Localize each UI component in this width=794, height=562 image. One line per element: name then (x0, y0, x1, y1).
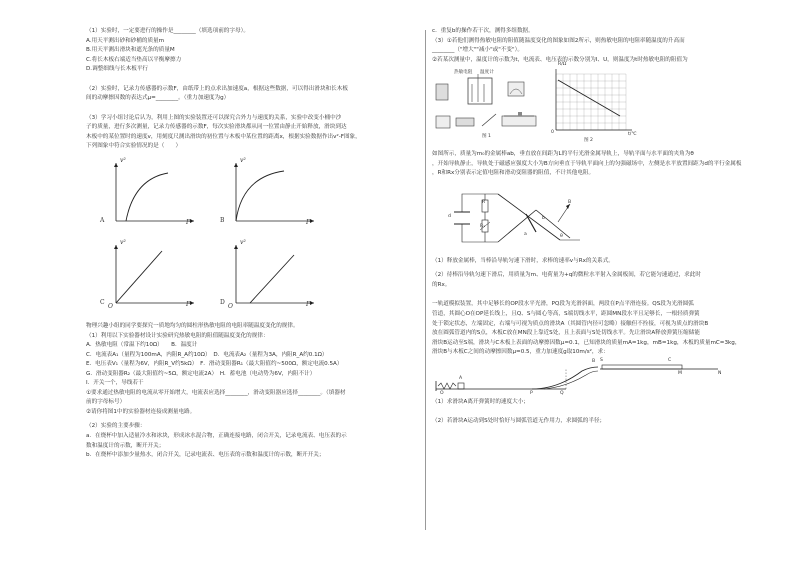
label-r: R (482, 199, 486, 205)
graph-d (220, 239, 316, 311)
figure-2 (548, 62, 638, 146)
graph-d-xlabel: F (306, 301, 311, 309)
track-label-c: C (668, 357, 672, 363)
p3-q2b: 的Rx。 (432, 281, 451, 288)
q3a: （3）①若他们测得热敏电阻的阻值随温度变化的图象如图2所示，则热敏电阻的电阻率随温度的升高而 (432, 37, 685, 44)
track-diagram (432, 359, 752, 399)
graph-a-label: A (100, 217, 105, 225)
graph-d-ylabel: v² (240, 239, 246, 247)
part2-item-e: E．电压表V₁（量程为6V，内阻R_V约5kΩ） F．滑动变阻器R₁（最大阻值约~500Ω，额定电流0.5A） (86, 361, 343, 368)
figures-row (432, 62, 752, 146)
q1-stem: （1）实验时，一定要进行的操作是________（填选项前的字母）。 (86, 28, 249, 34)
q1-option-d: D.调整细线与长木板平行 (86, 66, 149, 73)
part2-sub2: ②请你将图1中的实验器材连接成测量电路。 (86, 408, 196, 415)
label-B: B (568, 199, 572, 205)
right-column (432, 28, 752, 428)
part2-intro: 物理兴趣小组的同学要探究一质地均匀的圆柱形热敏电阻的电阻率随温度变化的规律。 (86, 323, 299, 330)
q3-line1: （3）学习小组讨论后认为，利用上图的实验装置还可以探究合外力与速度的关系，实验中改变小桶中沙 (86, 114, 342, 121)
label-b: b (542, 215, 545, 221)
track-label-o: O (440, 390, 444, 396)
fig2-caption: 图 2 (584, 138, 593, 144)
p3-line1: 如图所示，质量为m₀的金属棒ab，垂直放在间距为L的平行光滑金属导轨上，导轨平面与水平面的夹角为θ (432, 151, 694, 158)
fig1-label-thermometer: 温度计 (480, 70, 494, 76)
p4-line3: 处于锁定状态，左端固定，右端与可视为质点的滑块A（其圆管内径可忽略）接触但不拴接，可视为质点的滑块B (432, 320, 709, 327)
q3b: ②若某次测量中，温度计的示数为t，电流表、电压表的示数分别为I、U，则温度为t时热敏电阻的阻值为 (432, 56, 688, 63)
fig2-origin: 0 (551, 130, 554, 136)
graph-a (100, 157, 196, 227)
q2-line1: （2）实验时，记录力传感器的示数F，由纸带上的点求出加速度a，根据这些数据，可以得出滑块和长木板 (86, 85, 348, 92)
p4-q2: （2）若滑块A运动到S处时恰好与圆弧管道无作用力，求圆弧的半径； (432, 418, 606, 425)
p4-line6: 滑块B与木板C之间的动摩擦因数μ=0.5，重力加速度g取10m/s²，求： (432, 349, 609, 356)
fig2-ylabel: R/Ω (558, 62, 567, 68)
track-label-a: A (459, 375, 463, 381)
graph-c (100, 239, 196, 311)
p4-line5: 滑块B运动至S端，滑块与C木板上表面的动摩擦因数μ=0.1，已知滑块的质量mA=1kg，mB=1kg，木板的质量mC=3kg， (432, 339, 741, 346)
part2-item-i: I．开关一个，导线若干 (86, 380, 144, 387)
graph-a-xlabel: F (186, 219, 191, 227)
track-label-p: P (530, 390, 533, 396)
part2-step-a2: 数和温度计的示数，断开开关； (86, 442, 165, 449)
track-label-b: B (592, 358, 596, 364)
graph-d-origin: O (228, 303, 233, 311)
figure-1 (432, 70, 542, 142)
track-label-q: Q (560, 390, 564, 396)
v2-f-graph-options (86, 153, 406, 323)
graph-b-xlabel: F (306, 219, 311, 227)
q3-line2: 子的质量，进行多次测量，记录力传感器的示数F，每次实验滑块都从同一位置由静止开始释放，滑块到达 (86, 124, 347, 131)
graph-b-label: B (220, 217, 225, 225)
part2-sub1b: 前的字母标号） (86, 399, 126, 406)
part2-q1: （1）利用以下实验器材设计实验研究热敏电阻的阻值随温度变化的规律： (86, 332, 269, 339)
graph-a-ylabel: v² (120, 157, 126, 165)
label-theta: θ (560, 233, 563, 239)
part2-item-g: G．滑动变阻器R₂（最大阻值约~5Ω，额定电流2A） H．蓄电池（电动势为6V，内阻不计） (86, 370, 316, 377)
q2-line2: 间的动摩擦因数的表达式μ=________。（重力加速度为g） (86, 95, 230, 102)
p3-line3: ，R和Rx分别表示定值电阻和滑动变阻器的阻值，不计其他电阻。 (432, 170, 595, 177)
part2-step-b: b．在烧杯中添加少量热水，闭合开关，记录电流表、电压表的示数和温度计的示数，断开开关； (86, 452, 325, 459)
q1-option-a: A.用天平测出砂和砂桶的质量m (86, 37, 165, 44)
part2-item-a: A．热敏电阻（常温下约10Ω） B．温度计 (86, 342, 198, 349)
q3a2: ________（"增大""减小"或"不变"）。 (432, 47, 523, 54)
label-a: a (524, 231, 527, 237)
fig1-label-thermistor: 热敏电阻 (454, 70, 473, 76)
graph-b-ylabel: v² (240, 157, 246, 165)
graph-c-xlabel: F (186, 301, 191, 309)
track-label-m: M (678, 370, 682, 376)
q1-option-c: C.将长木板右端适当垫高以平衡摩擦力 (86, 56, 182, 63)
track-label-n: N (718, 370, 722, 376)
p3-q1: （1）释放金属棒，当棒沿导轨匀速下滑时，求棒的速率v与Rx的关系式。 (432, 257, 614, 264)
graph-d-label: D (220, 299, 225, 307)
q3-line4: 下列图象中符合实验情况的是（ ） (86, 143, 182, 150)
graph-c-origin: O (108, 303, 113, 311)
graph-b (220, 157, 316, 227)
p3-line2: ，开始导轨静止，导轨处于磁感应强度大小为B方向垂直于导轨平面向上的匀强磁场中，左侧是水平放置间距为d的平行金属板 (432, 160, 742, 167)
graph-c-ylabel: v² (120, 239, 126, 247)
track-label-s: S (600, 357, 603, 363)
rail-circuit-diagram (432, 180, 752, 258)
p4-q1: （1）求滑块A离开弹簧时的速度大小； (432, 398, 529, 405)
fig1-caption: 图 1 (482, 134, 491, 140)
q1-option-b: B.用天平测出滑块和遮光条的质量M (86, 47, 175, 54)
q3-line3: 木板中的某位置时的速度v，用刻度尺测出滑块的初位置与木板中某位置的距离x，根据实验数据作出v²-F图象， (86, 133, 361, 140)
step-c: c．重复b的操作若干次，测得多组数据。 (432, 28, 534, 34)
p4-line2: 管道，其圆心O在OP延长线上，且Q、S与圆心等高，S端切线水平，距圆MN段水平且足够长，一根轻质弹簧 (432, 311, 700, 318)
graph-c-label: C (100, 299, 105, 307)
p4-line1: 一轨道模拟装置，其中足够长的OP段水平光滑，PQ段为光滑斜面，两段在P点平滑连接。QS段为光滑圆弧 (432, 301, 694, 308)
left-column (86, 28, 406, 462)
p3-q2: （2）待棒沿导轨匀速下滑后，用质量为m、电荷量为+q的微粒水平射入金属板间，若它能匀速通过，求此时 (432, 272, 701, 279)
part2-item-c: C．电流表A₁（量程为100mA，内阻R_A约10Ω） D．电流表A₂（量程为3A，内阻R_A约0.1Ω） (86, 351, 328, 358)
part2-q2: （2）实验的主要步骤： (86, 423, 146, 430)
column-divider (425, 30, 426, 530)
fig2-xlabel: t/℃ (628, 132, 637, 138)
part2-step-a: a．在烧杯中加入适量冷水和冰块，形成冰水混合物，正确连接电路，闭合开关，记录电流表、电压表的示 (86, 433, 347, 440)
label-rx: Rₓ (480, 223, 486, 229)
part2-sub1: ①要求通过热敏电阻的电流从零开始增大，电流表应选择________，滑动变阻器应选择________。（填器材 (86, 389, 346, 396)
p4-line4: 放在圆弧管道内的S点，木板C放在MN段上靠近S处，且上表面与S处切线水平。先让滑块A释放弹簧压缩储能 (432, 330, 700, 337)
label-d: d (448, 213, 451, 219)
